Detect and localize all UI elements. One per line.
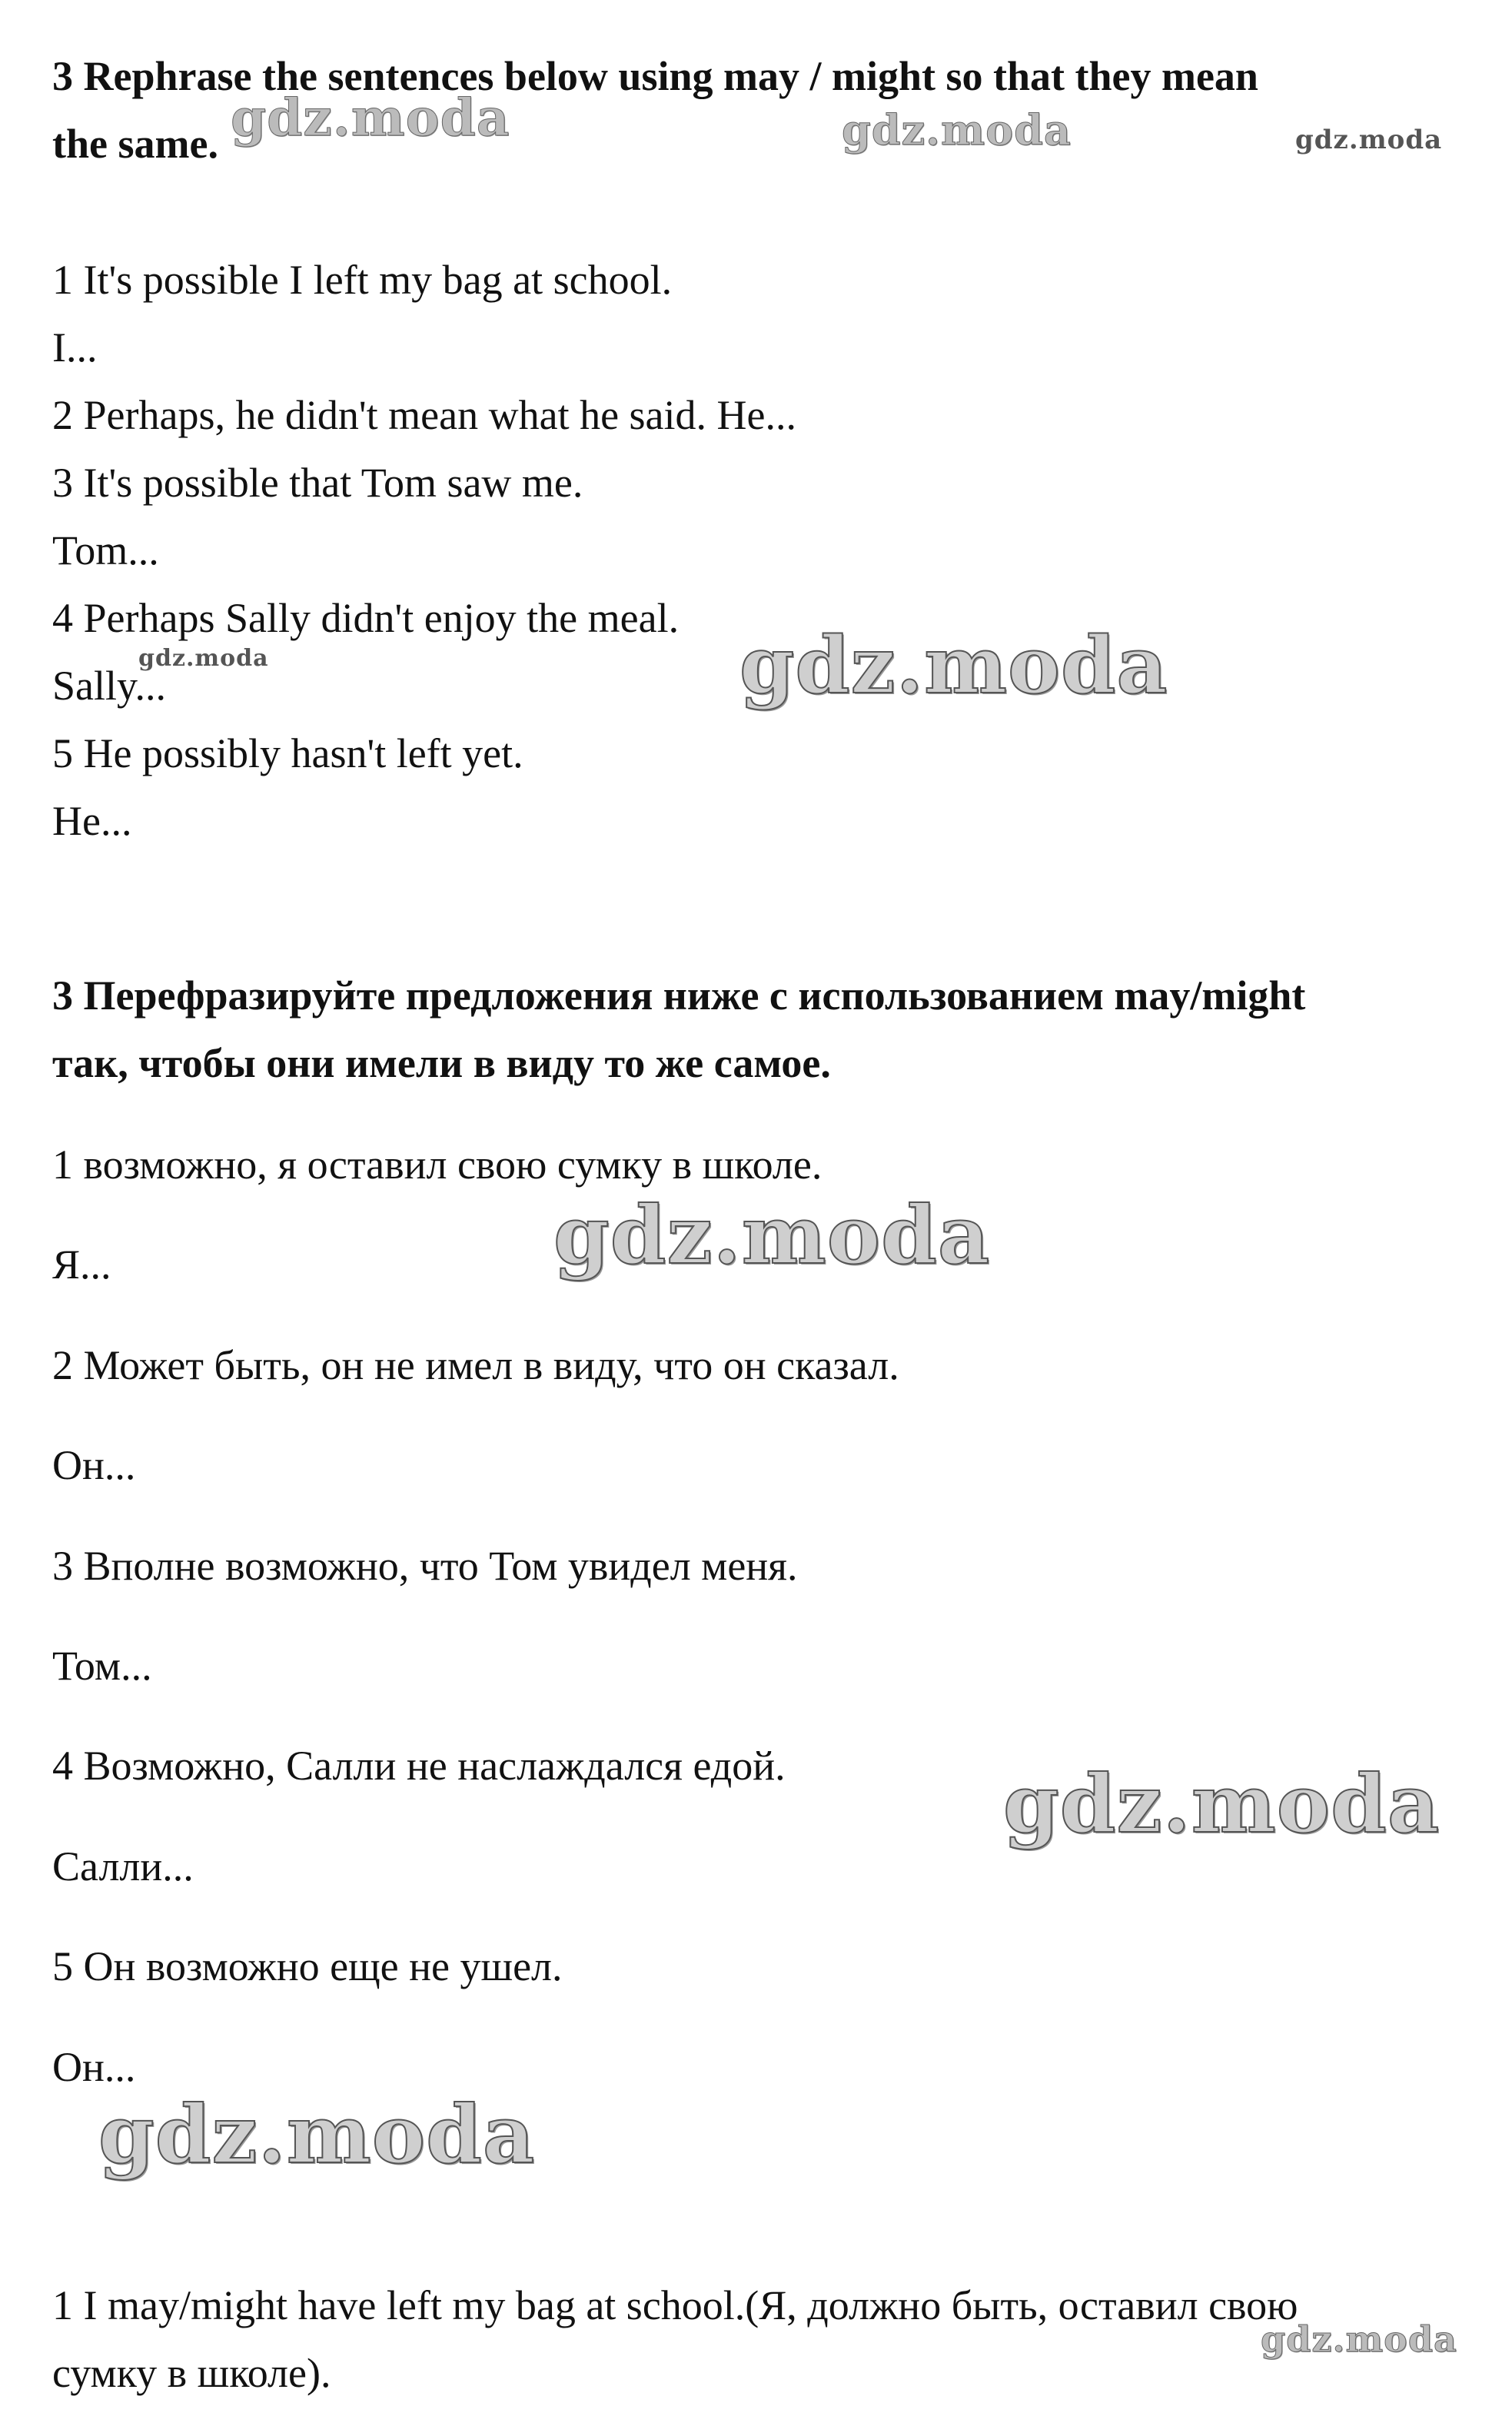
english-answer-stub-5: He... <box>52 798 132 844</box>
english-item-2: 2 Perhaps, he didn't mean what he said. He... <box>52 392 796 438</box>
english-answer-stub-4: Sally... <box>52 663 166 709</box>
answer-line-1: 1 I may/might have left my bag at school.(Я, должно быть, оставил свою <box>52 2282 1298 2328</box>
russian-item-4: 4 Возможно, Салли не наслаждался едой. <box>52 1743 786 1789</box>
watermark-logo: gdz.moda <box>739 620 1168 712</box>
watermark-logo: gdz.moda <box>1003 1756 1441 1851</box>
watermark-logo: gdz.moda <box>553 1188 991 1282</box>
answer-line-2: сумку в школе). <box>52 2350 331 2396</box>
english-answer-stub-3: Tom... <box>52 527 159 573</box>
russian-item-2: 2 Может быть, он не имел в виду, что он сказал. <box>52 1342 899 1388</box>
russian-item-1: 1 возможно, я оставил свою сумку в школе. <box>52 1142 822 1188</box>
english-answer-stub-1: I... <box>52 324 98 371</box>
english-item-1: 1 It's possible I left my bag at school. <box>52 257 673 303</box>
watermark-logo: gdz.moda <box>138 645 269 672</box>
english-item-4: 4 Perhaps Sally didn't enjoy the meal. <box>52 595 680 641</box>
watermark-logo: gdz.moda <box>1261 2318 1457 2360</box>
russian-item-3: 3 Вполне возможно, что Том увидел меня. <box>52 1543 798 1589</box>
english-task-heading-line-2: the same. <box>52 121 218 167</box>
russian-item-5: 5 Он возможно еще не ушел. <box>52 1943 563 1989</box>
watermark-logo: gdz.moda <box>1295 125 1443 155</box>
russian-answer-stub-3: Том... <box>52 1643 152 1689</box>
english-item-3: 3 It's possible that Tom saw me. <box>52 460 583 506</box>
english-task-heading-line-1: 3 Rephrase the sentences below using may / might so that they mean <box>52 53 1258 99</box>
watermark-logo: gdz.moda <box>98 2087 536 2182</box>
english-item-5: 5 He possibly hasn't left yet. <box>52 730 523 776</box>
watermark-logo: gdz.moda <box>842 105 1072 155</box>
russian-answer-stub-4: Салли... <box>52 1843 194 1889</box>
russian-answer-stub-2: Он... <box>52 1442 136 1488</box>
russian-answer-stub-5: Он... <box>52 2044 136 2090</box>
russian-task-heading-line-2: так, чтобы они имели в виду то же самое. <box>52 1040 831 1086</box>
watermark-logo: gdz.moda <box>231 88 510 148</box>
russian-task-heading-line-1: 3 Перефразируйте предложения ниже с использованием may/might <box>52 972 1306 1019</box>
russian-answer-stub-1: Я... <box>52 1241 111 1288</box>
